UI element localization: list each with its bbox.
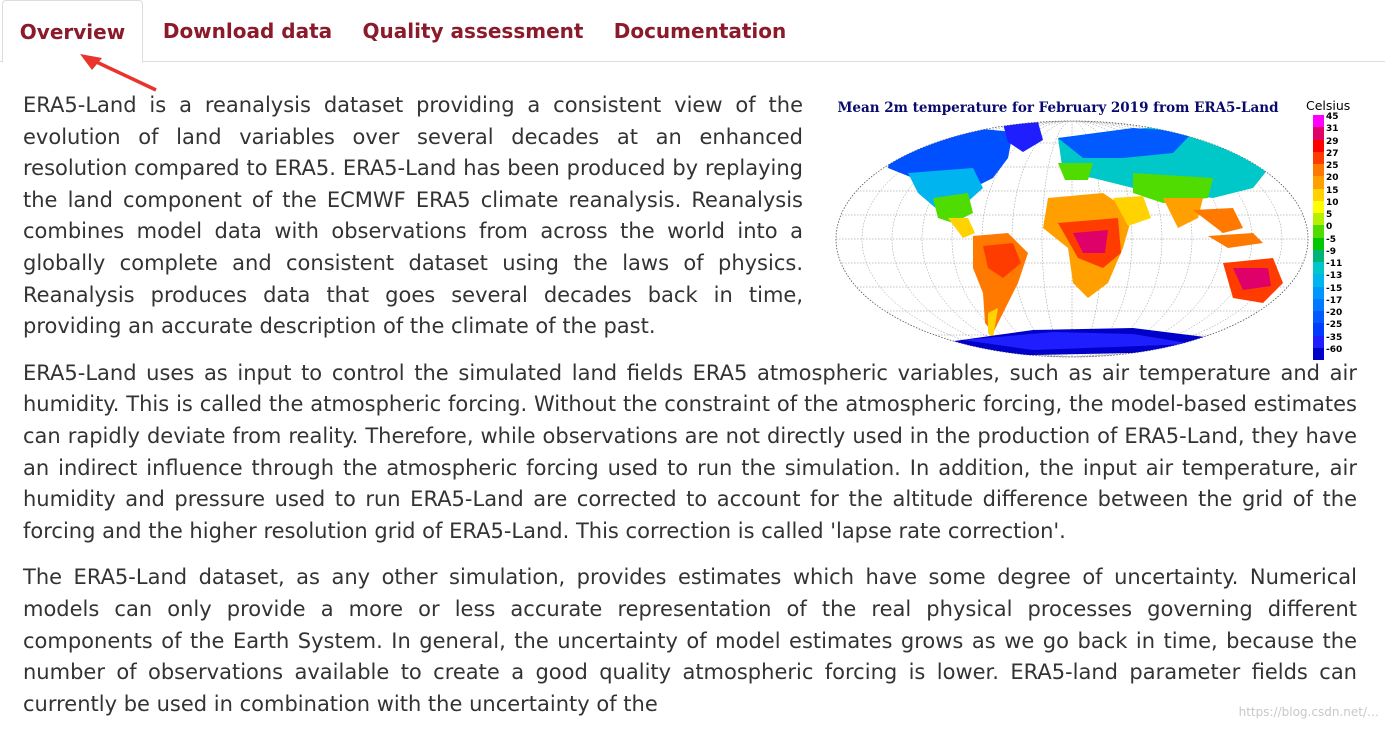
colorbar-cell	[1313, 311, 1324, 323]
tab-documentation[interactable]: Documentation	[613, 19, 787, 43]
colorbar-cell	[1313, 176, 1324, 188]
colorbar-cell	[1313, 225, 1324, 237]
world-temperature-map	[833, 118, 1311, 360]
colorbar-tick-label: 20	[1326, 173, 1339, 184]
tab-download-data[interactable]: Download data	[162, 19, 333, 43]
annotation-arrow-icon	[76, 52, 160, 94]
colorbar-tick-label: 27	[1326, 148, 1339, 159]
colorbar-tick-label: -15	[1326, 283, 1343, 294]
colorbar-cell	[1313, 213, 1324, 225]
colorbar-tick-label: -20	[1326, 308, 1343, 318]
colorbar-cell	[1313, 152, 1324, 164]
colorbar-tick-label: -35	[1326, 332, 1343, 343]
colorbar-tick-label: 25	[1326, 161, 1339, 171]
colorbar-tick-label: -60	[1326, 344, 1343, 355]
colorbar-tick-label: 15	[1326, 185, 1339, 196]
temperature-map-figure	[827, 90, 1357, 356]
colorbar-cell	[1313, 164, 1324, 176]
colorbar-tick-label: -17	[1326, 295, 1343, 306]
colorbar-tick-label: 10	[1326, 197, 1339, 208]
colorbar-tick-label: -11	[1326, 259, 1343, 269]
colorbar-tick-label: 29	[1326, 136, 1339, 147]
colorbar-cell	[1313, 127, 1324, 139]
tab-overview[interactable]: Overview	[2, 0, 143, 63]
colorbar-ticks	[1326, 112, 1356, 360]
colorbar-cell	[1313, 262, 1324, 274]
colorbar-tick-label: 31	[1326, 124, 1339, 135]
colorbar-cell	[1313, 201, 1324, 213]
colorbar-cell	[1313, 274, 1324, 286]
colorbar-cell	[1313, 299, 1324, 311]
colorbar	[1313, 115, 1324, 360]
tab-quality-assessment[interactable]: Quality assessment	[362, 19, 584, 43]
colorbar-cell	[1313, 115, 1324, 127]
colorbar-cell	[1313, 140, 1324, 152]
colorbar-tick-label: -25	[1326, 320, 1343, 331]
map-title: Mean 2m temperature for February 2019 from ERA5-Land	[837, 100, 1279, 116]
colorbar-unit-label: Celsius	[1306, 98, 1351, 113]
colorbar-cell	[1313, 189, 1324, 201]
colorbar-tick-label: 45	[1326, 112, 1339, 122]
paragraph-forcing: ERA5-Land uses as input to control the simulated land fields ERA5 atmospheric variables, such as air temperature and air humidity. This is called the atmospheric forcing. Without the constraint of the atmospheric forcing, the model-based estimates can rapidly deviate from reality. Therefore, while observations are not directly used in the production of ERA5-Land, they have an indirect influence through the atmospheric forcing used to run the simulation. In addition, the input air temperature, air humidity and pressure used to run ERA5-Land are corrected to account for the altitude difference between the grid of the forcing and the higher resolution grid of ERA5-Land. This correction is called 'lapse rate correction'.	[23, 360, 1357, 543]
paragraph-intro: ERA5-Land is a reanalysis dataset providing a consistent view of the evolution of land variables over several decades at an enhanced resolution compared to ERA5. ERA5-Land has been produced by replaying the land component of the ECMWF ERA5 climate reanalysis. Reanalysis combines model data with observations from across the world into a globally complete and consistent dataset using the laws of physics. Reanalysis produces data that goes several decades back in time, providing an accurate description of the climate of the past.	[23, 93, 803, 339]
colorbar-cell	[1313, 348, 1324, 360]
watermark: https://blog.csdn.net/…	[1238, 705, 1379, 719]
colorbar-cell	[1313, 250, 1324, 262]
paragraph-uncertainty: The ERA5-Land dataset, as any other simulation, provides estimates which have some degree of uncertainty. Numerical models can only provide a more or less accurate representation of the real physical processes governing different components of the Earth System. In general, the uncertainty of model estimates grows as we go back in time, because the number of observations available to create a good quality atmospheric forcing is lower. ERA5-land parameter fields can currently be used in combination with the uncertainty of the	[23, 565, 1357, 716]
colorbar-cell	[1313, 287, 1324, 299]
colorbar-tick-label: -13	[1326, 271, 1343, 282]
colorbar-tick-label: -9	[1326, 246, 1336, 257]
colorbar-cell	[1313, 238, 1324, 250]
colorbar-cell	[1313, 323, 1324, 335]
colorbar-cell	[1313, 336, 1324, 348]
colorbar-tick-label: -5	[1326, 234, 1336, 245]
overview-content	[23, 90, 1357, 729]
colorbar-tick-label: 5	[1326, 210, 1333, 220]
tab-bar	[0, 0, 1385, 62]
colorbar-tick-label: 0	[1326, 222, 1333, 233]
